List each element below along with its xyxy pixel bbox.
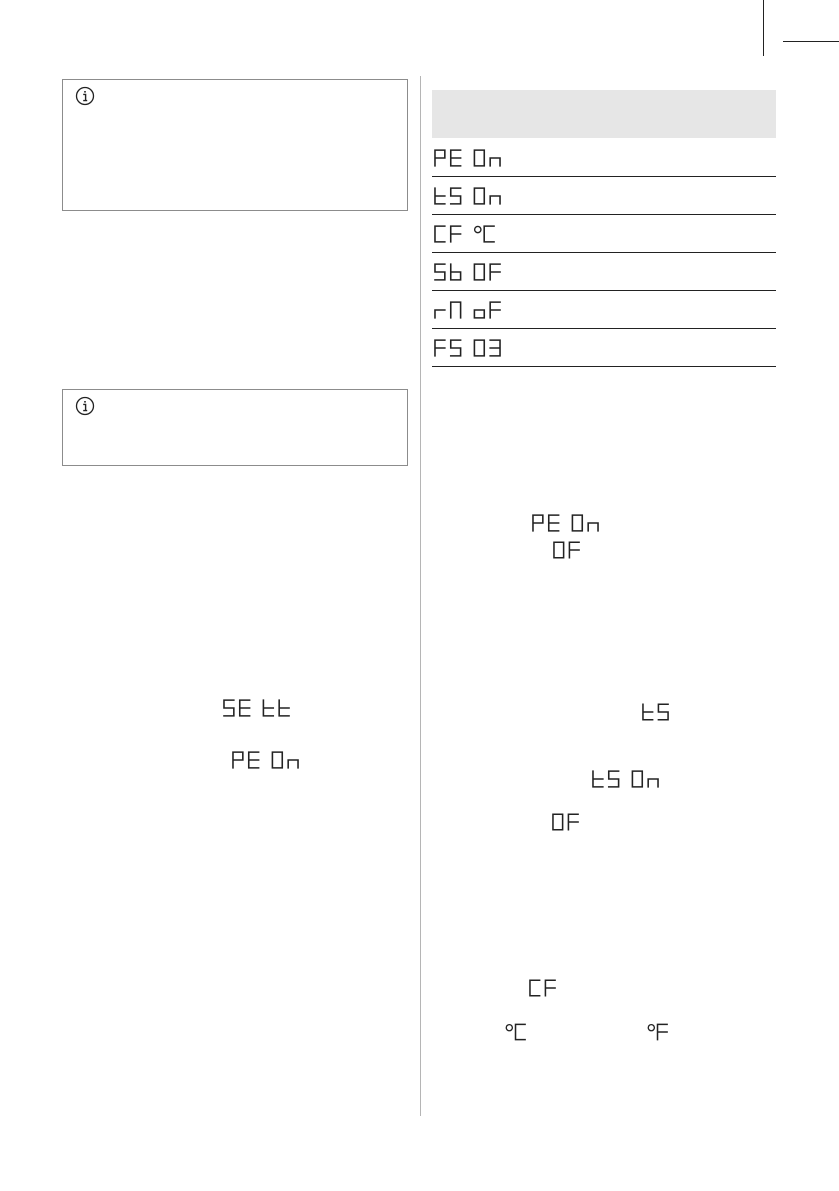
crop-mark-horizontal bbox=[783, 41, 839, 42]
setting-code bbox=[434, 225, 496, 247]
table-header bbox=[432, 90, 776, 138]
info-box-2 bbox=[62, 389, 408, 466]
display-code-celsius bbox=[505, 1023, 527, 1045]
info-icon bbox=[75, 86, 95, 106]
setting-code bbox=[434, 301, 502, 323]
table-row bbox=[432, 139, 776, 177]
crop-mark-vertical bbox=[763, 0, 764, 56]
table-row bbox=[432, 253, 776, 291]
display-code-fahrenheit bbox=[647, 1023, 669, 1045]
table-row bbox=[432, 291, 776, 329]
info-icon bbox=[75, 396, 95, 416]
table-row bbox=[432, 329, 776, 367]
column-divider bbox=[420, 76, 421, 1116]
display-code-ts-on bbox=[592, 770, 660, 792]
info-box-1 bbox=[62, 79, 408, 211]
display-code-cf bbox=[529, 979, 557, 1001]
setting-code bbox=[434, 339, 502, 361]
setting-code bbox=[434, 263, 502, 285]
setting-code bbox=[434, 187, 502, 209]
display-code-ts bbox=[642, 703, 670, 725]
table-row bbox=[432, 177, 776, 215]
display-code-set-time bbox=[223, 699, 291, 721]
display-code-off bbox=[553, 541, 581, 563]
display-code-power-on bbox=[232, 751, 300, 773]
setting-code bbox=[434, 149, 502, 171]
display-code-power-on bbox=[532, 514, 600, 536]
table-row bbox=[432, 215, 776, 253]
display-code-off bbox=[552, 813, 580, 835]
